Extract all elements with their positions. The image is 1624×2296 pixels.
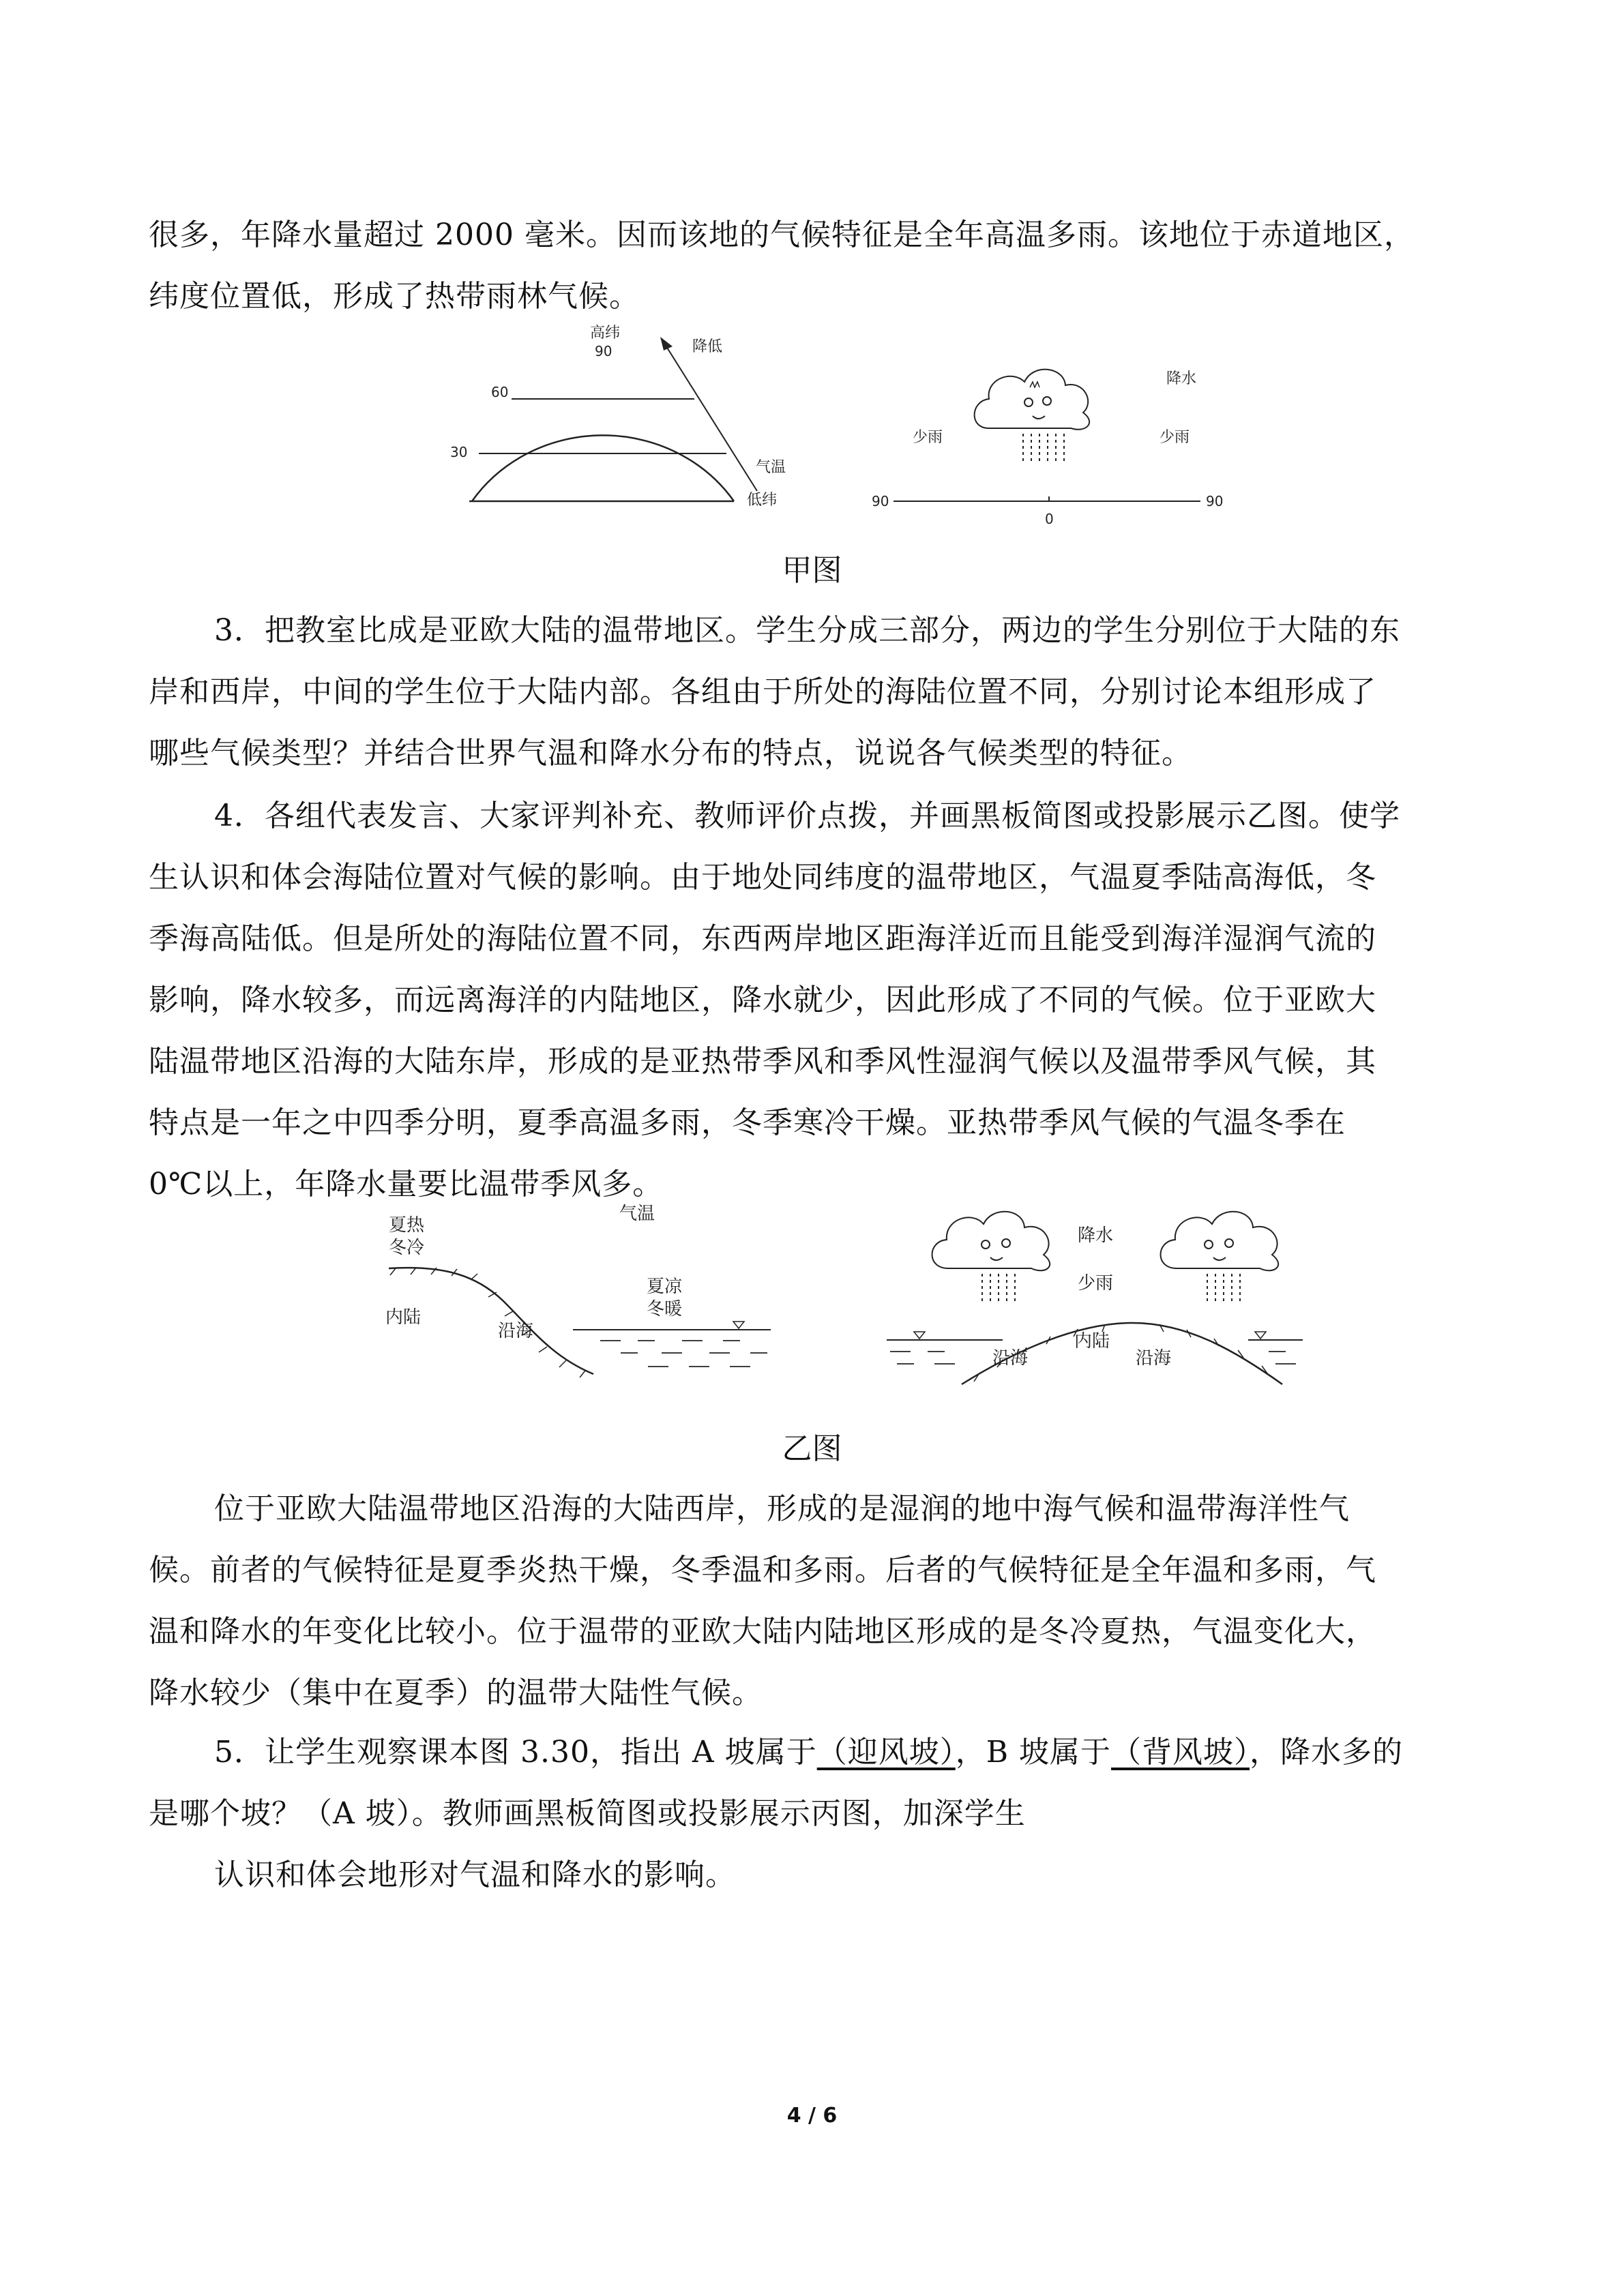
text-line: 候。前者的气候特征是夏季炎热干燥，冬季温和多雨。后者的气候特征是全年温和多雨，气 [149,1553,1376,1587]
page-number: 4 / 6 [786,2104,838,2128]
label-winter-cold: 冬冷 [389,1238,425,1258]
label-coastal: 沿海 [498,1321,534,1341]
precipitation-cloud-diagram [872,370,1223,525]
rain-cloud-icon [932,1212,1050,1271]
label-inland: 内陆 [385,1307,422,1328]
label-decrease: 降低 [692,338,723,355]
text-line: 影响，降水较多，而远离海洋的内陆地区，降水就少，因此形成了不同的气候。位于亚欧大 [149,983,1376,1017]
label-high-lat: 高纬 [590,325,621,342]
label-less-rain-right: 少雨 [1160,429,1190,446]
label-axis-left: 90 [872,493,889,509]
paragraph-3 [149,600,1473,784]
text-line: 生认识和体会海陆位置对气候的影响。由于地处同纬度的温带地区，气温夏季陆高海低，冬 [149,860,1376,895]
figure-yi [368,1200,1323,1398]
arrow-head-icon [660,337,673,351]
label-temperature: 气温 [756,459,786,476]
figure-yi-caption: 乙图 [782,1431,842,1466]
text-segment: ，降水多的 [1250,1735,1404,1770]
figure-jia-caption: 甲图 [782,553,842,588]
text-line: 特点是一年之中四季分明，夏季高温多雨，冬季寒冷干燥。亚热带季风气候的气温冬季在 [149,1105,1346,1140]
intro-paragraph [149,205,1473,327]
sea-waves [600,1341,767,1367]
label-low-lat: 低纬 [747,492,778,509]
text-line: 哪些气候类型？并结合世界气温和降水分布的特点，说说各气候类型的特征。 [149,736,1192,771]
label-30: 30 [450,444,468,460]
text-line: 认识和体会地形对气温和降水的影响。 [214,1858,736,1892]
answer-windward-slope: （迎风坡） [816,1735,956,1770]
rain-drops-icon [982,1274,1015,1302]
label-summer-cool: 夏凉 [647,1277,683,1297]
hemisphere-arc [472,435,734,501]
water-level-icon [914,1332,925,1339]
land-sea-precipitation-diagram [887,1212,1303,1384]
text-line: 降水较少（集中在夏季）的温带大陆性气候。 [149,1675,763,1710]
paragraph-west-coast [149,1478,1473,1724]
text-line: 陆温带地区沿海的大陆东岸，形成的是亚热带季风和季风性湿润气候以及温带季风气候，其 [149,1044,1376,1079]
text-segment: ，B 坡属于 [955,1735,1112,1770]
label-summer-hot: 夏热 [389,1215,425,1236]
label-precipitation: 降水 [1166,370,1197,387]
text-line: 岸和西岸，中间的学生位于大陆内部。各组由于所处的海陆位置不同，分别讨论本组形成了 [149,674,1376,709]
text-line [149,1722,1473,1783]
text-line: 纬度位置低，形成了热带雨林气候。 [149,279,640,314]
label-coastal-right: 沿海 [1136,1348,1172,1369]
paragraph-5 [149,1722,1473,1906]
text-line: 3．把教室比成是亚欧大陆的温带地区。学生分成三部分，两边的学生分别位于大陆的东 [214,613,1400,648]
figure-jia [437,320,1255,525]
label-60: 60 [491,384,509,400]
text-line: 季海高陆低。但是所处的海陆位置不同，东西两岸地区距海洋近而且能受到海洋湿润气流的 [149,921,1376,956]
label-winter-warm: 冬暖 [647,1299,683,1320]
paragraph-4 [149,786,1473,1215]
water-level-icon [733,1322,744,1328]
answer-leeward-slope: （背风坡） [1111,1735,1250,1770]
land-sea-temperature-diagram [385,1204,771,1377]
label-inland: 内陆 [1074,1331,1110,1352]
label-less-rain-left: 少雨 [913,429,943,446]
text-line: 0℃以上，年降水量要比温带季风多。 [149,1167,664,1202]
label-temperature: 气温 [619,1204,655,1224]
latitude-hemisphere-diagram [450,325,786,509]
text-line: 很多，年降水量超过 2000 毫米。因而该地的气候特征是全年高温多雨。该地位于赤道地区， [149,218,1415,252]
text-line: 是哪个坡？（A 坡）。教师画黑板简图或投影展示丙图，加深学生 [149,1796,1026,1831]
label-less-rain: 少雨 [1078,1273,1114,1294]
temp-arrow [665,344,757,491]
text-segment: 5．让学生观察课本图 3.30，指出 A 坡属于 [214,1735,817,1770]
text-line: 位于亚欧大陆温带地区沿海的大陆西岸，形成的是湿润的地中海气候和温带海洋性气 [214,1491,1350,1526]
text-line: 温和降水的年变化比较小。位于温带的亚欧大陆内陆地区形成的是冬冷夏热，气温变化大， [149,1614,1376,1649]
label-coastal-left: 沿海 [992,1348,1029,1369]
rain-drops-icon [1207,1274,1240,1302]
text-line: 4．各组代表发言、大家评判补充、教师评价点拨，并画黑板简图或投影展示乙图。使学 [214,799,1400,833]
label-precipitation: 降水 [1078,1225,1114,1246]
label-90: 90 [595,343,612,359]
rain-cloud-icon [1161,1212,1279,1271]
label-axis-mid: 0 [1045,511,1054,525]
water-level-icon [1255,1332,1266,1339]
label-axis-right: 90 [1206,493,1224,509]
rain-drops-icon [1023,434,1064,461]
